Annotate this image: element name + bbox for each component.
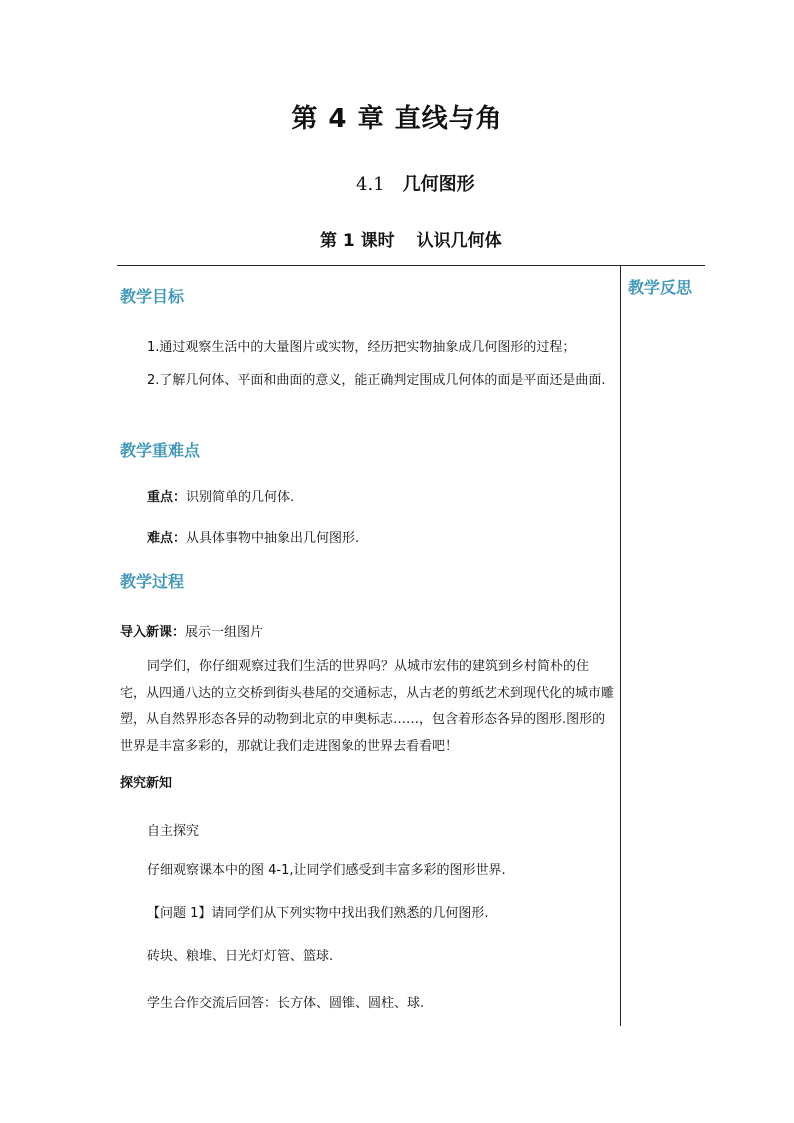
process-heading: 教学过程 [120, 572, 185, 591]
reflection-column-header: 教学反思 [628, 278, 693, 297]
table-column-divider [620, 266, 621, 1026]
observe-text: 仔细观察课本中的图 4-1,让同学们感受到丰富多彩的图形世界. [147, 863, 506, 878]
objects-list: 砖块、粮堆、日光灯灯管、篮球. [147, 949, 334, 964]
difficult-point [147, 527, 359, 546]
section-name: 几何图形 [402, 174, 475, 195]
student-answer: 学生合作交流后回答：长方体、圆锥、圆柱、球. [147, 996, 425, 1011]
section-number: 4.1 [356, 174, 385, 195]
key-point-label: 重点： [147, 490, 187, 505]
intro-paragraph: 同学们，你仔细观察过我们生活的世界吗？从城市宏伟的建筑到乡村简朴的住宅，从四通八达的立交桥到街头巷尾的交通标志，从古老的剪纸艺术到现代化的城市雕塑，从自然界形态各异的动物到北京的申奥标志……，包含着形态各异的图形.图形的世界是丰富多彩的，那就让我们走进图象的世界去看看吧！ [120, 659, 615, 754]
goal-item-2: 2.了解几何体、平面和曲面的意义，能正确判定围成几何体的面是平面还是曲面. [147, 373, 606, 388]
intro-line [120, 621, 263, 640]
keypoints-heading: 教学重难点 [120, 441, 201, 460]
lesson-title [320, 226, 502, 251]
chapter-title: 第 4 章 直线与角 [291, 104, 503, 134]
table-top-border [117, 265, 705, 266]
intro-text: 展示一组图片 [185, 625, 264, 640]
lesson-name: 认识几何体 [416, 231, 502, 251]
difficult-point-text: 从具体事物中抽象出几何图形. [186, 531, 360, 546]
difficult-point-label: 难点： [147, 531, 187, 546]
section-title [356, 170, 475, 196]
intro-label: 导入新课： [120, 625, 186, 640]
self-explore-label: 自主探究 [147, 824, 200, 839]
key-point [147, 486, 294, 505]
goal-item-1: 1.通过观察生活中的大量图片或实物，经历把实物抽象成几何图形的过程； [147, 340, 576, 355]
lesson-number: 第 1 课时 [320, 231, 395, 251]
key-point-text: 识别简单的几何体. [186, 490, 295, 505]
goals-heading: 教学目标 [120, 287, 185, 306]
explore-heading: 探究新知 [120, 776, 173, 791]
question-1: 【问题 1】请同学们从下列实物中找出我们熟悉的几何图形. [147, 906, 489, 921]
